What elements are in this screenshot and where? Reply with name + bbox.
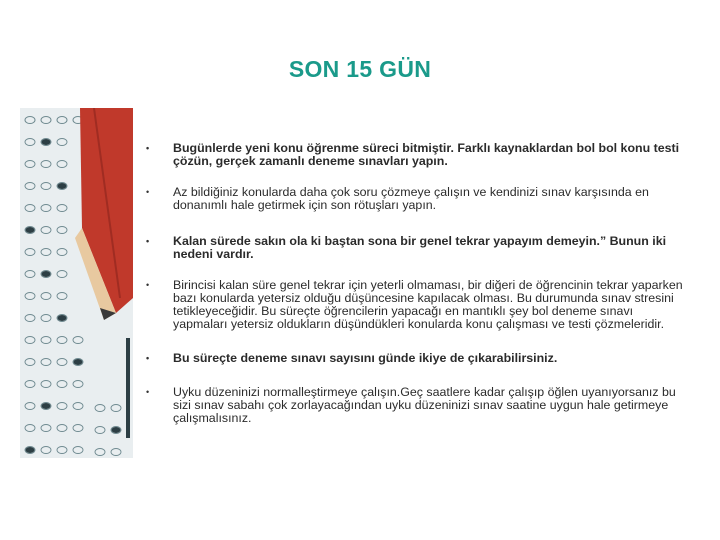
bullet-text: Birincisi kalan süre genel tekrar için yeterli olmaması, bir diğeri de öğrencinin tekrar yaparken bazı konularda yetersiz olduğu düşüncesine kapılacak olması. Bu durumunda sınav stresini tetikleyeceğidir. Bu süreçte öğrencilerin yapacağı en mantıklı şey bol deneme sınavı yapmaları yetersiz oldukların düşündükleri konularda konu çalışması ve testi çözmeleridir. — [173, 278, 683, 331]
bullet-item — [146, 352, 686, 365]
bullet-marker: • — [146, 143, 150, 153]
bullet-item — [146, 186, 686, 212]
bullet-text: Az bildiğiniz konularda daha çok soru çözmeye çalışın ve kendinizi sınav karşısında en donanımlı hale getirmek için son rötuşları yapın. — [173, 185, 649, 212]
bullet-marker: • — [146, 187, 150, 197]
bullet-text: Bugünlerde yeni konu öğrenme süreci bitmiştir. Farklı kaynaklardan bol bol konu testi çözün, gerçek zamanlı deneme sınavları yapın. — [173, 141, 680, 168]
slide-title: SON 15 GÜN — [288, 56, 432, 82]
bullet-item — [146, 279, 686, 331]
bullet-list — [146, 142, 686, 425]
bullet-marker: • — [146, 387, 150, 397]
bullet-text: Bu süreçte deneme sınavı sayısını günde ikiye de çıkarabilirsiniz. — [173, 351, 558, 365]
bullet-marker: • — [146, 353, 150, 363]
bullet-item — [146, 235, 686, 261]
bullet-item — [146, 142, 686, 168]
answer-sheet-with-pencil-image — [20, 108, 133, 458]
bullet-item — [146, 386, 686, 425]
bullet-marker: • — [146, 280, 150, 290]
bullet-marker: • — [146, 236, 150, 246]
bullet-text: Uyku düzeninizi normalleştirmeye çalışın.Geç saatlere kadar çalışıp öğlen uyanıyorsanız bu sizi sınav sabahı çok zorlayacağından uyku düzeninizi sınav saatine uygun hale getirmeye çalışmalısınız. — [173, 385, 676, 425]
bullet-text: Kalan sürede sakın ola ki baştan sona bir genel tekrar yapayım demeyin.” Bunun iki nedeni vardır. — [173, 234, 667, 261]
